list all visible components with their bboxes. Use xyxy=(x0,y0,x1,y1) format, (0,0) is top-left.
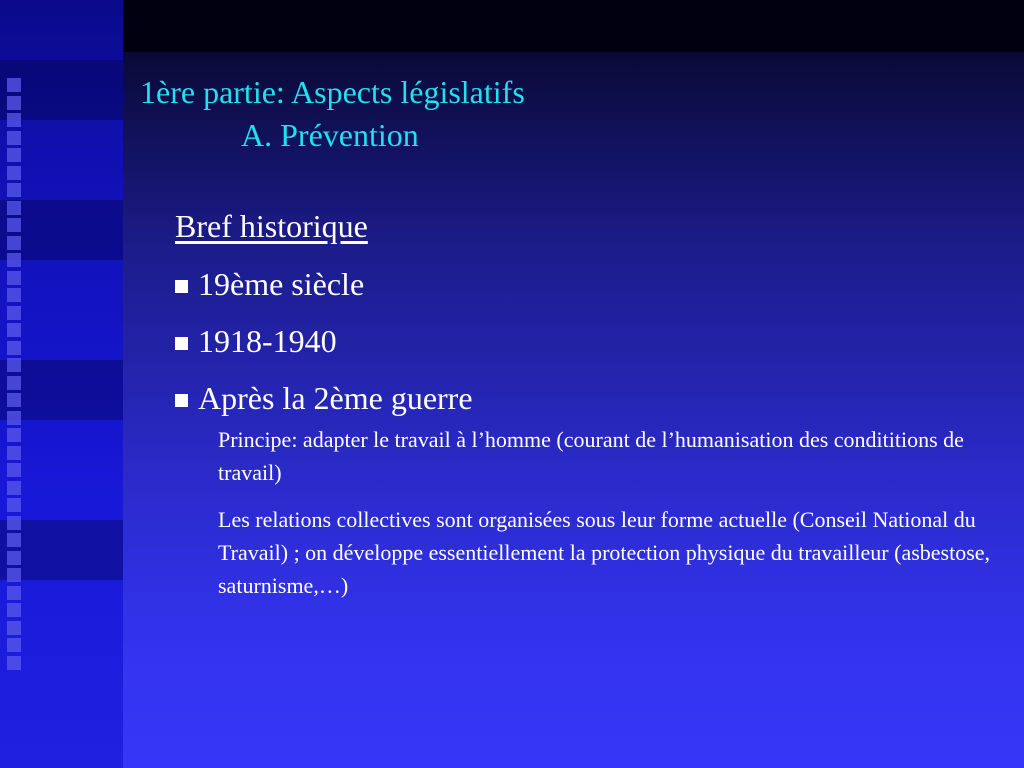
square-bullet-icon xyxy=(175,394,188,407)
decorative-square xyxy=(7,323,21,337)
decorative-square xyxy=(7,411,21,425)
left-decorative-strip xyxy=(0,0,123,768)
decorative-square xyxy=(7,498,21,512)
bullet-text: 1918-1940 xyxy=(198,323,337,359)
decorative-square xyxy=(7,603,21,617)
decorative-square xyxy=(7,656,21,670)
decorative-square xyxy=(7,148,21,162)
decorative-squares xyxy=(7,0,27,768)
decorative-square xyxy=(7,78,21,92)
slide-content xyxy=(175,206,1015,616)
slide-title xyxy=(140,72,525,155)
bullet-item xyxy=(175,321,1015,361)
decorative-square xyxy=(7,446,21,460)
decorative-square xyxy=(7,463,21,477)
decorative-square xyxy=(7,236,21,250)
decorative-square xyxy=(7,306,21,320)
sub-point: Principe: adapter le travail à l’homme (courant de l’humanisation des condititions de travail) xyxy=(218,427,964,485)
title-line-1: 1ère partie: Aspects législatifs xyxy=(140,74,525,110)
bullet-text: Après la 2ème guerre xyxy=(198,380,473,416)
decorative-square xyxy=(7,376,21,390)
decorative-square xyxy=(7,341,21,355)
top-dark-band xyxy=(123,0,1024,52)
square-bullet-icon xyxy=(175,337,188,350)
decorative-square xyxy=(7,568,21,582)
bullet-text: 19ème siècle xyxy=(198,266,365,302)
section-heading: Bref historique xyxy=(175,208,368,244)
decorative-square xyxy=(7,516,21,530)
decorative-square xyxy=(7,131,21,145)
decorative-square xyxy=(7,621,21,635)
decorative-square xyxy=(7,393,21,407)
bullet-item xyxy=(175,378,1015,418)
decorative-square xyxy=(7,201,21,215)
decorative-square xyxy=(7,113,21,127)
decorative-square xyxy=(7,288,21,302)
decorative-square xyxy=(7,166,21,180)
decorative-square xyxy=(7,481,21,495)
square-bullet-icon xyxy=(175,280,188,293)
decorative-square xyxy=(7,271,21,285)
sub-point: Les relations collectives sont organisées sous leur forme actuelle (Conseil National du Travail) ; on développe essentiellement la protection physique du travailleur (asbestose, saturnisme,…) xyxy=(218,507,991,598)
decorative-square xyxy=(7,96,21,110)
decorative-square xyxy=(7,428,21,442)
decorative-square xyxy=(7,183,21,197)
decorative-square xyxy=(7,533,21,547)
decorative-square xyxy=(7,586,21,600)
decorative-square xyxy=(7,551,21,565)
decorative-square xyxy=(7,358,21,372)
bullet-item xyxy=(175,264,1015,304)
decorative-square xyxy=(7,253,21,267)
title-line-2: A. Prévention xyxy=(241,117,419,153)
decorative-square xyxy=(7,218,21,232)
decorative-square xyxy=(7,638,21,652)
